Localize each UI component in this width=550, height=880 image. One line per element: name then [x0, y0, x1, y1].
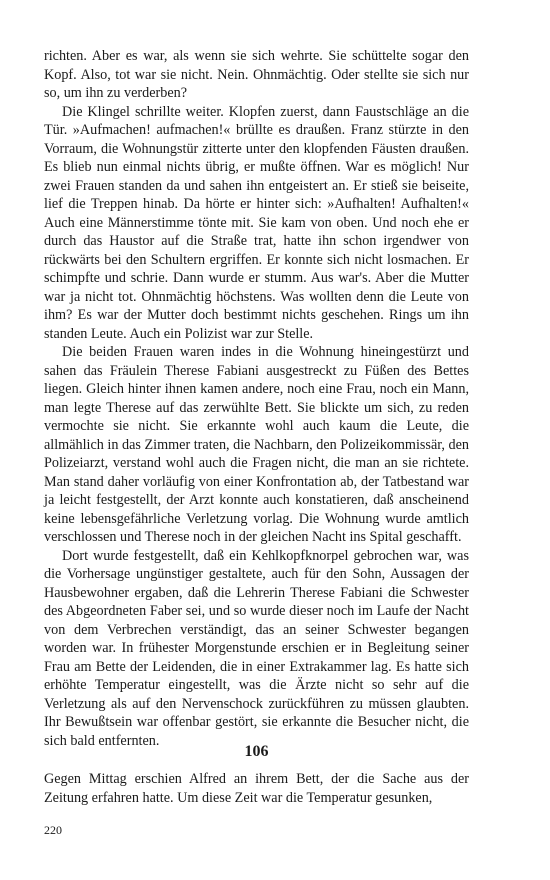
paragraph: Gegen Mittag erschien Alfred an ihrem Bett, der die Sache aus der Zeitung erfahren hatte. Um diese Zeit war die Temperatur gesunken,	[44, 771, 469, 806]
paragraph: Die Klingel schrillte weiter. Klopfen zuerst, dann Faustschläge an die Tür. »Aufmachen! aufmachen!« brüllte es draußen. Franz stürzte in den Vorraum, die Wohnungstür zitterte unter den klopfenden Fäusten draußen. Es blieb nun einmal nichts übrig, er mußte öffnen. War es möglich! Nur zwei Frauen standen da und sahen ihn entgeistert an. Er stieß sie beiseite, lief die Treppen hinab. Da hörte er hinter sich: »Aufhalten! Aufhalten!« Auch eine Männerstimme tönte mit. Sie kam von oben. Und noch ehe er durch das Haustor auf die Straße trat, hatte ihn schon irgendwer von rückwärts bei den Schultern ergriffen. Er konnte sich nicht losmachen. Er schimpfte und schrie. Dann wurde er stumm. Aus war's. Aber die Mutter war ja nicht tot. Ohnmächtig höchstens. Was wollten denn die Leute von ihm? Es war der Mutter doch bestimmt nichts geschehen. Rings um ihn standen Leute. Auch ein Polizist war zur Stelle.	[44, 103, 469, 342]
paragraph: Die beiden Frauen waren indes in die Wohnung hineingestürzt und sahen das Fräulein Therese Fabiani ausgestreckt zu Füßen des Bettes liegen. Gleich hinter ihnen kamen andere, noch eine Frau, noch ein Mann, man legte Therese auf das zerwühlte Bett. Sie blickte um sich, zu reden vermochte sie nicht. Sie erkannte wohl auch kaum die Leute, die allmählich in das Zimmer traten, die Nachbarn, den Polizeikommissär, den Polizeiarzt, verstand wohl auch die Fragen nicht, die man an sie richtete. Man stand daher vorläufig von einer Konfrontation ab, der Tatbestand war ja leicht festgestellt, der Arzt konnte auch konstatieren, daß anscheinend keine lebensgefährliche Verletzung vorlag. Die Wohnung wurde amtlich verschlossen und Therese noch in der gleichen Nacht ins Spital geschafft.	[44, 344, 469, 545]
chapter-number: 106	[244, 743, 269, 760]
paragraph: Dort wurde festgestellt, daß ein Kehlkopfknorpel gebrochen war, was die Vorhersage ungünstiger gestaltete, auch für den Sohn, Aussagen der Hausbewohner ergaben, daß die Lehrerin Therese Fabiani die Schwester des Abgeordneten Faber sei, und so wurde dieser noch im Laufe der Nacht von dem Verbrechen verständigt, das an seiner Schwester begangen worden war. In frühester Morgenstunde erschien er in Begleitung seiner Frau am Bette der Leidenden, die in einer Extrakammer lag. Es hatte sich erhöhte Temperatur eingestellt, was die Ärzte nicht so sehr auf die Verletzung als auf den Nervenschock zurückführen zu müssen glaubten. Ihr Bewußtsein war offenbar gestört, sie erkannte die Besucher nicht, die sich bald entfernten.	[44, 547, 469, 749]
paragraph-continuation: richten. Aber es war, als wenn sie sich wehrte. Sie schüttelte sogar den Kopf. Also, tot war sie nicht. Nein. Ohnmächtig. Oder stellte sie sich nur so, um ihn zu verderben?	[44, 48, 469, 101]
chapter-body-text	[44, 770, 469, 807]
page-number: 220	[44, 823, 62, 837]
body-text	[44, 47, 469, 750]
